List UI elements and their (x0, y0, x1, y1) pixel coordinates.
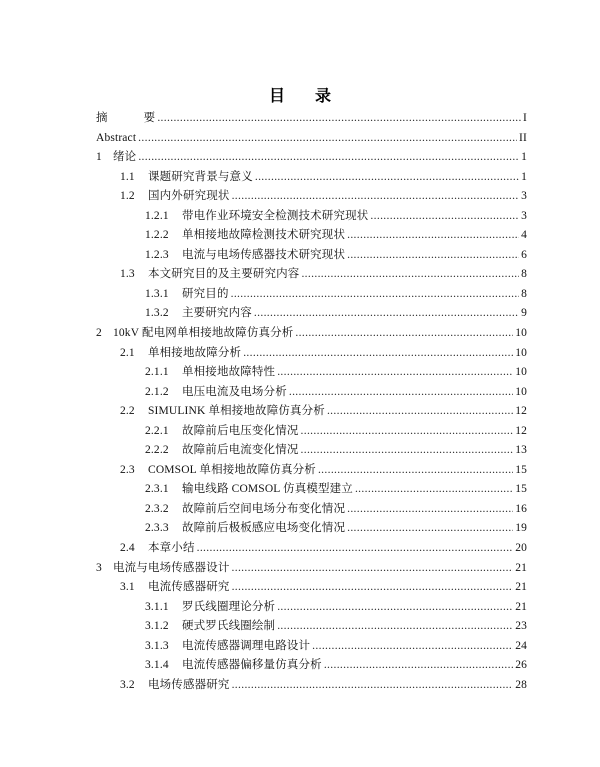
toc-number: 2.1 (120, 346, 135, 359)
toc-page-number: 10 (515, 346, 527, 359)
toc-title: 本文研究目的及主要研究内容 (148, 268, 300, 281)
toc-entry-2-1 (96, 344, 527, 364)
toc-leader (277, 363, 513, 383)
toc-title: 电流传感器调理电路设计 (182, 639, 311, 652)
toc-page-number: 20 (515, 542, 527, 555)
toc-number: 3 (96, 561, 102, 574)
toc-page-number: 8 (521, 268, 527, 281)
toc-title: SIMULINK 单相接地故障仿真分析 (148, 405, 325, 418)
toc-title: 本章小结 (148, 542, 195, 555)
toc-entry-3-2 (96, 676, 527, 696)
toc-number: 3.1.2 (145, 620, 169, 633)
toc-title: 电场传感器研究 (148, 678, 230, 691)
toc-entry-3-1-4 (96, 656, 527, 676)
toc-leader (370, 207, 519, 227)
toc-leader (232, 187, 520, 207)
toc-leader (138, 148, 519, 168)
toc-heading: 目 录 (268, 88, 331, 105)
toc-page-number: 21 (515, 581, 527, 594)
toc-leader (347, 246, 519, 266)
toc-number: 1.2 (120, 190, 135, 203)
toc-page-number: I (523, 112, 527, 124)
toc-number: 2.1.2 (145, 385, 169, 398)
toc-number: 3.1.1 (145, 600, 169, 613)
toc-entry-2-2-2 (96, 441, 527, 461)
toc-title: 硬式罗氏线圈绘制 (182, 620, 276, 633)
toc-page-number: 12 (515, 424, 527, 437)
toc-page-number: 12 (515, 405, 527, 418)
toc-page-number: 15 (515, 483, 527, 496)
toc-entry-2-2 (96, 402, 527, 422)
toc-page-number: 6 (521, 248, 527, 261)
toc-number: 1.2.3 (145, 248, 169, 261)
toc-leader (138, 129, 517, 149)
toc-leader (232, 578, 514, 598)
toc-page-number: 3 (521, 190, 527, 203)
toc-title: 国内外研究现状 (148, 190, 230, 203)
toc-title: 带电作业环境安全检测技术研究现状 (182, 209, 369, 222)
toc-leader (327, 402, 513, 422)
table-of-contents (96, 109, 527, 695)
toc-page-number: 15 (515, 463, 527, 476)
toc-title: 电流与电场传感器设计 (113, 561, 230, 574)
toc-page-number: 1 (521, 151, 527, 164)
toc-entry-2 (96, 324, 527, 344)
toc-leader (301, 265, 519, 285)
toc-leader (312, 637, 513, 657)
toc-leader (232, 559, 514, 579)
toc-number: 3.1.4 (145, 659, 169, 672)
toc-entry-1-3 (96, 265, 527, 285)
toc-leader (277, 598, 513, 618)
toc-number: 1.1 (120, 170, 135, 183)
toc-leader (355, 480, 513, 500)
toc-entry-2-3 (96, 461, 527, 481)
toc-leader (157, 109, 521, 129)
toc-title: 罗氏线圈理论分析 (182, 600, 276, 613)
toc-title: 单相接地故障分析 (148, 346, 242, 359)
toc-leader (347, 500, 513, 520)
toc-page-number: 19 (515, 522, 527, 535)
toc-leader (347, 226, 519, 246)
toc-number: 3.1.3 (145, 639, 169, 652)
toc-leader (324, 656, 513, 676)
toc-number: 2.2.1 (145, 424, 169, 437)
toc-entry-1-3-2 (96, 304, 527, 324)
toc-number: 1.2.1 (145, 209, 169, 222)
toc-page-number: 10 (515, 327, 527, 340)
toc-title: 故障前后空间电场分布变化情况 (182, 502, 346, 515)
toc-page-number: 4 (521, 229, 527, 242)
toc-leader (255, 168, 519, 188)
toc-entry-3-1-2 (96, 617, 527, 637)
toc-title: 电压电流及电场分析 (182, 385, 287, 398)
toc-page-number: 13 (515, 444, 527, 457)
toc-leader (197, 539, 514, 559)
toc-leader (347, 519, 513, 539)
toc-number: 1.3 (120, 268, 135, 281)
toc-entry-1-2-3 (96, 246, 527, 266)
toc-number: 2.1.1 (145, 366, 169, 379)
toc-number: 1.3.1 (145, 287, 169, 300)
toc-title: 故障前后电流变化情况 (182, 444, 299, 457)
toc-entry-2-3-3 (96, 519, 527, 539)
toc-entry-1 (96, 148, 527, 168)
toc-number: 2 (96, 327, 102, 340)
toc-title: 故障前后极板感应电场变化情况 (182, 522, 346, 535)
toc-leader (277, 617, 513, 637)
toc-number: 2.3.2 (145, 502, 169, 515)
toc-number: 2.3.1 (145, 483, 169, 496)
toc-number: 2.3.3 (145, 522, 169, 535)
toc-title: 课题研究背景与意义 (148, 170, 253, 183)
toc-leader (318, 461, 513, 481)
toc-page-number: 16 (515, 502, 527, 515)
toc-page-number: 21 (515, 600, 527, 613)
toc-number: 3.1 (120, 581, 135, 594)
toc-leader (254, 304, 519, 324)
toc-title: 单相接地故障特性 (182, 366, 276, 379)
toc-page-number: II (519, 131, 527, 144)
toc-page-number: 8 (521, 287, 527, 300)
toc-page-number: 21 (515, 561, 527, 574)
toc-entry-1-3-1 (96, 285, 527, 305)
toc-entry-3-1-3 (96, 637, 527, 657)
toc-entry-2-1-2 (96, 383, 527, 403)
toc-leader (301, 441, 514, 461)
toc-page-number: 10 (515, 366, 527, 379)
toc-page-number: 1 (521, 170, 527, 183)
toc-title: 研究目的 (182, 287, 229, 300)
toc-title: COMSOL 单相接地故障仿真分析 (148, 463, 316, 476)
toc-number: 2.2.2 (145, 444, 169, 457)
toc-title: 电流与电场传感器技术研究现状 (182, 248, 346, 261)
toc-number: 1.3.2 (145, 307, 169, 320)
toc-entry-2-3-1 (96, 480, 527, 500)
toc-page-number: 26 (515, 659, 527, 672)
toc-title: 电流传感器偏移量仿真分析 (182, 659, 322, 672)
toc-entry-2-2-1 (96, 422, 527, 442)
toc-entry-1-1 (96, 168, 527, 188)
toc-page-number: 3 (521, 209, 527, 222)
toc-leader (243, 344, 513, 364)
toc-leader (231, 285, 519, 305)
toc-title: 绪论 (113, 151, 137, 164)
toc-title: 电流传感器研究 (148, 581, 230, 594)
toc-entry-3-1 (96, 578, 527, 598)
toc-page-number: 28 (515, 678, 527, 691)
toc-entry-1-2 (96, 187, 527, 207)
toc-leader (232, 676, 514, 696)
toc-title: 输电线路 COMSOL 仿真模型建立 (182, 483, 353, 496)
toc-leader (289, 383, 513, 403)
toc-entry-2-4 (96, 539, 527, 559)
toc-entry-abstract-cn (96, 109, 527, 129)
toc-number: 2.2 (120, 405, 135, 418)
toc-number: 2.3 (120, 463, 135, 476)
toc-number: 1 (96, 151, 102, 164)
toc-title: 主要研究内容 (182, 307, 252, 320)
toc-entry-2-3-2 (96, 500, 527, 520)
toc-title: 故障前后电压变化情况 (182, 424, 299, 437)
toc-title: Abstract (96, 131, 137, 144)
toc-number: 3.2 (120, 678, 135, 691)
toc-number: 1.2.2 (145, 229, 169, 242)
toc-page-number: 23 (515, 620, 527, 633)
toc-entry-abstract-en (96, 129, 527, 149)
toc-entry-3 (96, 559, 527, 579)
toc-leader (301, 422, 514, 442)
toc-page-number: 24 (515, 639, 527, 652)
toc-title: 10kV 配电网单相接地故障仿真分析 (113, 327, 294, 340)
toc-entry-1-2-1 (96, 207, 527, 227)
toc-page-number: 10 (515, 385, 527, 398)
toc-number: 2.4 (120, 542, 135, 555)
toc-leader (295, 324, 513, 344)
toc-entry-3-1-1 (96, 598, 527, 618)
toc-entry-1-2-2 (96, 226, 527, 246)
toc-title: 单相接地故障检测技术研究现状 (182, 229, 346, 242)
toc-entry-2-1-1 (96, 363, 527, 383)
toc-page-number: 9 (521, 307, 527, 320)
toc-title: 摘 要 (96, 112, 156, 124)
